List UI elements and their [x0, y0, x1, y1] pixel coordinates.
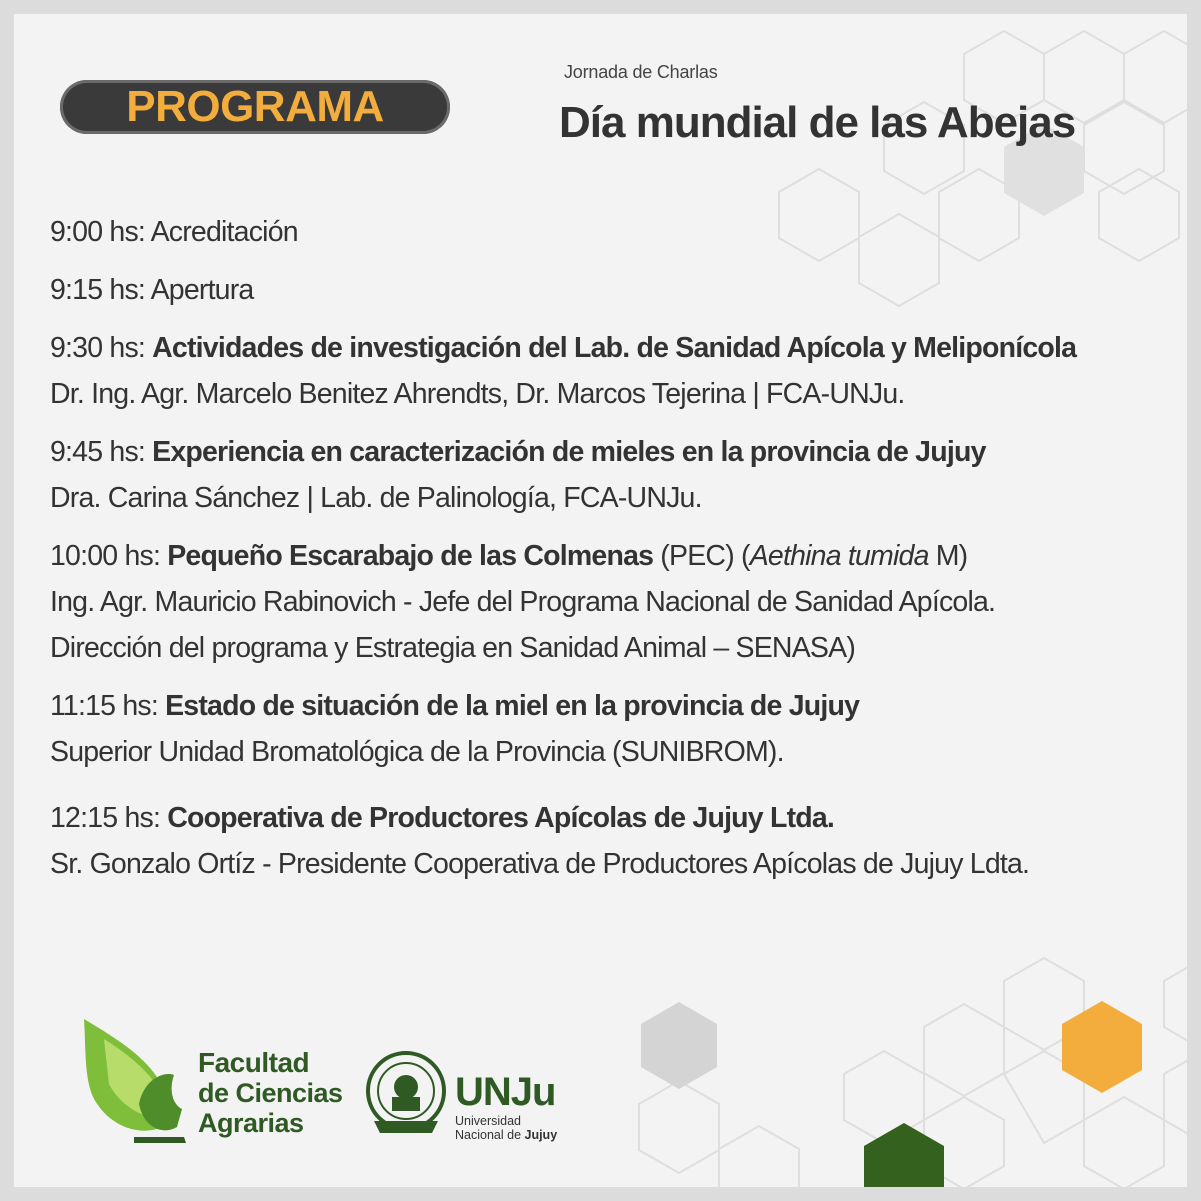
unju-seal-icon	[368, 1053, 444, 1133]
item-title: Apertura	[150, 274, 254, 306]
fca-line: de Ciencias	[198, 1078, 343, 1108]
item-time: 9:30 hs:	[50, 332, 146, 364]
item-time: 12:15 hs:	[50, 802, 161, 834]
item-title: Estado de situación de la miel en la provincia de Jujuy	[165, 690, 860, 722]
event-title: Día mundial de las Abejas	[559, 98, 1076, 147]
fca-leaf-logo-icon	[84, 1019, 186, 1143]
badge-label: PROGRAMA	[126, 82, 384, 131]
unju-line-part: Nacional de	[455, 1128, 525, 1142]
program-item	[50, 325, 1180, 417]
item-title: Cooperativa de Productores Apícolas de Jujuy Ltda.	[167, 802, 835, 834]
event-subtitle: Jornada de Charlas	[564, 62, 718, 82]
item-detail: Dr. Ing. Agr. Marcelo Benitez Ahrendts, Dr. Marcos Tejerina | FCA-UNJu.	[50, 378, 905, 410]
unju-line: Universidad	[455, 1114, 522, 1128]
item-time: 11:15 hs:	[50, 690, 158, 722]
unju-line-part: Jujuy	[524, 1128, 558, 1142]
fca-line: Agrarias	[198, 1108, 304, 1138]
item-detail: Dra. Carina Sánchez | Lab. de Palinología, FCA-UNJu.	[50, 482, 702, 514]
program-item	[50, 209, 1180, 255]
item-time: 9:15 hs:	[50, 274, 146, 306]
item-detail: Ing. Agr. Mauricio Rabinovich - Jefe del Programa Nacional de Sanidad Apícola.	[50, 586, 996, 618]
item-species: Aethina tumida	[749, 540, 929, 572]
item-title: Acreditación	[150, 216, 298, 248]
fca-wordmark	[198, 1048, 343, 1138]
unju-fullname	[455, 1114, 557, 1142]
program-list	[50, 209, 1180, 899]
programa-badge	[60, 80, 450, 134]
program-item	[50, 683, 1180, 775]
fca-line: Facultad	[198, 1047, 310, 1078]
program-item	[50, 429, 1180, 521]
unju-wordmark: UNJu	[455, 1070, 556, 1114]
item-title: Actividades de investigación del Lab. de Sanidad Apícola y Meliponícola	[152, 332, 1077, 364]
program-item	[50, 533, 1180, 671]
item-time: 9:45 hs:	[50, 436, 146, 468]
item-detail: Superior Unidad Bromatológica de la Provincia (SUNIBROM).	[50, 736, 784, 768]
item-title: Experiencia en caracterización de mieles en la provincia de Jujuy	[152, 436, 986, 468]
item-species-suffix: M)	[928, 540, 968, 572]
item-detail: Dirección del programa y Estrategia en Sanidad Animal – SENASA)	[50, 632, 856, 664]
poster	[14, 14, 1187, 1187]
item-time: 10:00 hs:	[50, 540, 161, 572]
item-detail: Sr. Gonzalo Ortíz - Presidente Cooperativa de Productores Apícolas de Jujuy Ldta.	[50, 848, 1030, 880]
item-title: Pequeño Escarabajo de las Colmenas	[167, 540, 654, 572]
item-title-suffix: (PEC) (	[653, 540, 750, 572]
program-item	[50, 267, 1180, 313]
unju-line	[455, 1128, 557, 1142]
item-time: 9:00 hs:	[50, 216, 146, 248]
program-item	[50, 795, 1180, 887]
